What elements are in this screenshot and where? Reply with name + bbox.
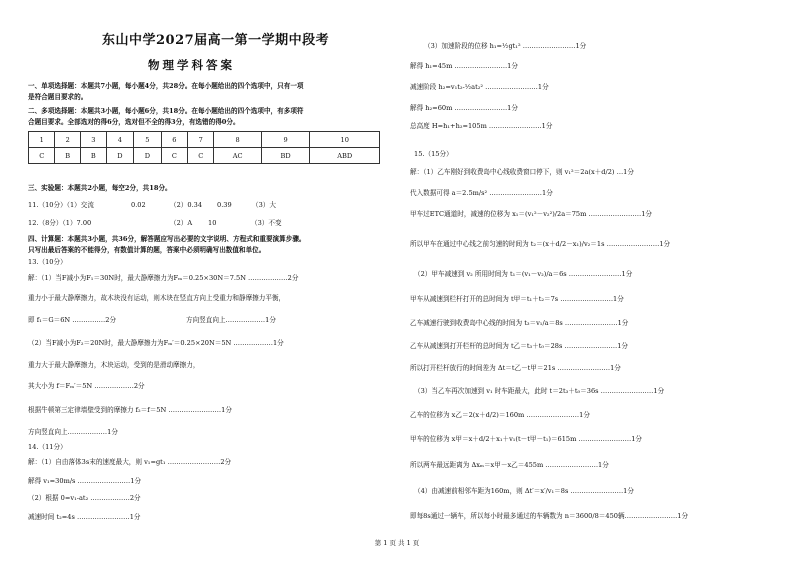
- q15-line: 所以打开栏杆放行的时间差为 Δt＝t乙－t甲＝21s ……………………1分: [410, 364, 621, 372]
- q11-v4: （3）大: [252, 201, 276, 209]
- sec4-line2: 只写出最后答案的不能得分，有数值计算的题，答案中必须明确写出数值和单位。: [28, 246, 266, 254]
- answer-number-row: [29, 132, 380, 148]
- q15-line: 乙车减速行驶到收费岛中心线的时间为 t₃＝v₁/a＝8s ……………………1分: [410, 319, 629, 327]
- q13-line: （2）当F减小为F₂＝20N时，最大静摩擦力为Fₘ′＝0.25×20N＝5N ………………1分: [28, 339, 284, 347]
- answer-choice: B: [55, 148, 81, 164]
- q15-line: 甲车的位移为 x甲＝x＋d/2＋x₁＋v₁(t－t甲－t₁)＝615m ……………………1分: [410, 435, 643, 443]
- q12-v2: 10: [208, 219, 217, 227]
- answer-choice-row: [29, 148, 380, 164]
- q13-line: 根据牛顿第三定律墙壁受到的摩擦力 f₂＝f＝5N ……………………1分: [28, 406, 232, 414]
- answer-number: 6: [161, 132, 187, 148]
- q15-line: 即每8s通过一辆车，所以每小时最多通过的车辆数为 n＝3600/8＝450辆……………………1分: [410, 512, 689, 520]
- page-title: 东山中学2027届高一第一学期中段考: [102, 33, 330, 48]
- answer-choice: C: [188, 148, 214, 164]
- answer-choice: C: [161, 148, 187, 164]
- q14-right-line: 解得 h₁=45m ……………………1分: [410, 62, 518, 70]
- q12-v3: （3）不变: [251, 219, 282, 227]
- answer-number: 1: [29, 132, 55, 148]
- q13-line: 重力小于最大静摩擦力，故木块没有运动，则木块在竖直方向上受重力和静摩擦力平衡，: [28, 294, 286, 302]
- sec2-line1: 二、多项选择题：本题共3小题，每小题6分，共18分。在每小题给出的四个选项中，有多项符: [28, 107, 304, 115]
- q15-line: （2）甲车减速到 v₂ 所用时间为 t₁＝(v₁－v₂)/a＝6s ……………………1分: [414, 270, 633, 278]
- q15-line: （4）由减速前相邻车距为160m，则 Δt′＝x′/v₁＝8s ……………………1分: [414, 487, 634, 495]
- q14-line: 解：（1）自由落体3s末的速度最大，则 v₁=gt₁ ……………………2分: [28, 458, 232, 466]
- q11-v2: （2）0.34: [170, 201, 203, 209]
- q13-line: 解：（1）当F减小为F₁＝30N时，最大静摩擦力为Fₘ＝0.25×30N＝7.5N ………………2分: [28, 274, 299, 282]
- q15-line: 所以甲车在通过中心线之前匀速的时间为 t₂＝(x＋d/2－x₁)/v₂＝1s ……………………1分: [410, 240, 671, 248]
- sec1-line1: 一、单项选择题：本题共7小题，每小题4分，共28分。在每小题给出的四个选项中，只有一项: [28, 82, 304, 90]
- q14-right-line: 总高度 H=h₁+h₂=105m ……………………1分: [410, 122, 553, 130]
- q12-v1: （2）A: [170, 219, 193, 227]
- q13-line: 方向竖直向上………………1分: [28, 428, 118, 436]
- answer-number: 4: [106, 132, 134, 148]
- answer-number: 2: [55, 132, 81, 148]
- q13-line: 即 f₁＝G＝6N ……………2分: [28, 316, 117, 324]
- q13-line: 方向竖直向上………………1分: [186, 316, 276, 324]
- q15-line: 甲车过ETC通道时，减速的位移为 x₁＝(v₁²－v₂²)/2a＝75m ……………………1分: [410, 210, 653, 218]
- answer-choice: AC: [214, 148, 261, 164]
- answer-choice: B: [81, 148, 107, 164]
- q15-line: （3）当乙车再次加速到 v₁ 时车距最大，此时 t＝2t₃＋t₀＝36s ……………………1分: [414, 387, 665, 395]
- q15-line: 代入数据可得 a＝2.5m/s² ……………………1分: [410, 189, 553, 197]
- q13-line: 重力大于最大静摩擦力，木块运动，受到的是滑动摩擦力，: [28, 361, 200, 369]
- answer-number: 3: [81, 132, 107, 148]
- q14-right-line: 解得 h₂=60m ……………………1分: [410, 104, 518, 112]
- q11-v1: 0.02: [131, 201, 146, 209]
- q15-line: 乙车从减速到打开栏杆的总时间为 t乙＝t₃＋t₀＝28s ……………………1分: [410, 342, 629, 350]
- q15-line: 甲车从减速到栏杆打开的总时间为 t甲＝t₁＋t₂＝7s ……………………1分: [410, 295, 624, 303]
- q11-label: 11.（10分）（1）交流: [28, 201, 94, 209]
- q14-right-line: 减速阶段 h₂=v₁t₂-½at₂² ……………………1分: [410, 83, 549, 91]
- q13-line: 其大小为 f＝Fₘ′＝5N ………………2分: [28, 382, 145, 390]
- q15-line: 所以两车最远距离为 Δxₘ＝x甲－x乙＝455m ……………………1分: [410, 461, 609, 469]
- q14-right-line: （3）加速阶段的位移 h₁=½gt₁² ……………………1分: [424, 42, 587, 50]
- q14-line: 减速时间 t₂=4s ……………………1分: [28, 513, 141, 521]
- q14-line: 解得 v₁=30m/s ……………………1分: [28, 477, 142, 485]
- answer-choice: D: [106, 148, 134, 164]
- sec3-head: 三、实验题：本题共2小题，每空2分，共18分。: [28, 184, 172, 192]
- q15-line: 乙车的位移为 x乙＝2(x＋d/2)＝160m ……………………1分: [410, 411, 590, 419]
- page-footer: 第 1 页 共 1 页: [374, 539, 420, 547]
- q14-line: （2）根据 0=v₁-at₂ ………………2分: [28, 494, 141, 502]
- sec4-line1: 四、计算题：本题共3小题，共36分，解答题应写出必要的文字说明、方程式和重要演算步骤。: [28, 235, 306, 243]
- answer-choice: C: [29, 148, 55, 164]
- answer-choice: BD: [261, 148, 310, 164]
- answer-number: 8: [214, 132, 261, 148]
- answer-number: 7: [188, 132, 214, 148]
- q12-label: 12.（8分）（1）7.00: [28, 219, 92, 227]
- answer-number: 5: [134, 132, 162, 148]
- answer-choice: ABD: [310, 148, 380, 164]
- q15-line: 解：（1）乙车刚好到收费岛中心线收费窗口停下，则 v₁²＝2a(x＋d/2) …1分: [410, 168, 634, 176]
- answer-number: 10: [310, 132, 380, 148]
- q15-head: 15.（15分）: [414, 150, 453, 158]
- answer-number: 9: [261, 132, 310, 148]
- answer-table: [28, 131, 380, 164]
- page-subtitle: 物理学科答案: [148, 58, 235, 72]
- answer-choice: D: [134, 148, 162, 164]
- q13-head: 13.（10分）: [28, 258, 67, 266]
- sec2-line2: 合题目要求。全部选对的得6分，选对但不全的得3分，有选错的得0分。: [28, 118, 240, 126]
- q11-v3: 0.39: [217, 201, 232, 209]
- q14-head: 14.（11分）: [28, 443, 67, 451]
- sec1-line2: 是符合题目要求的。: [28, 93, 88, 101]
